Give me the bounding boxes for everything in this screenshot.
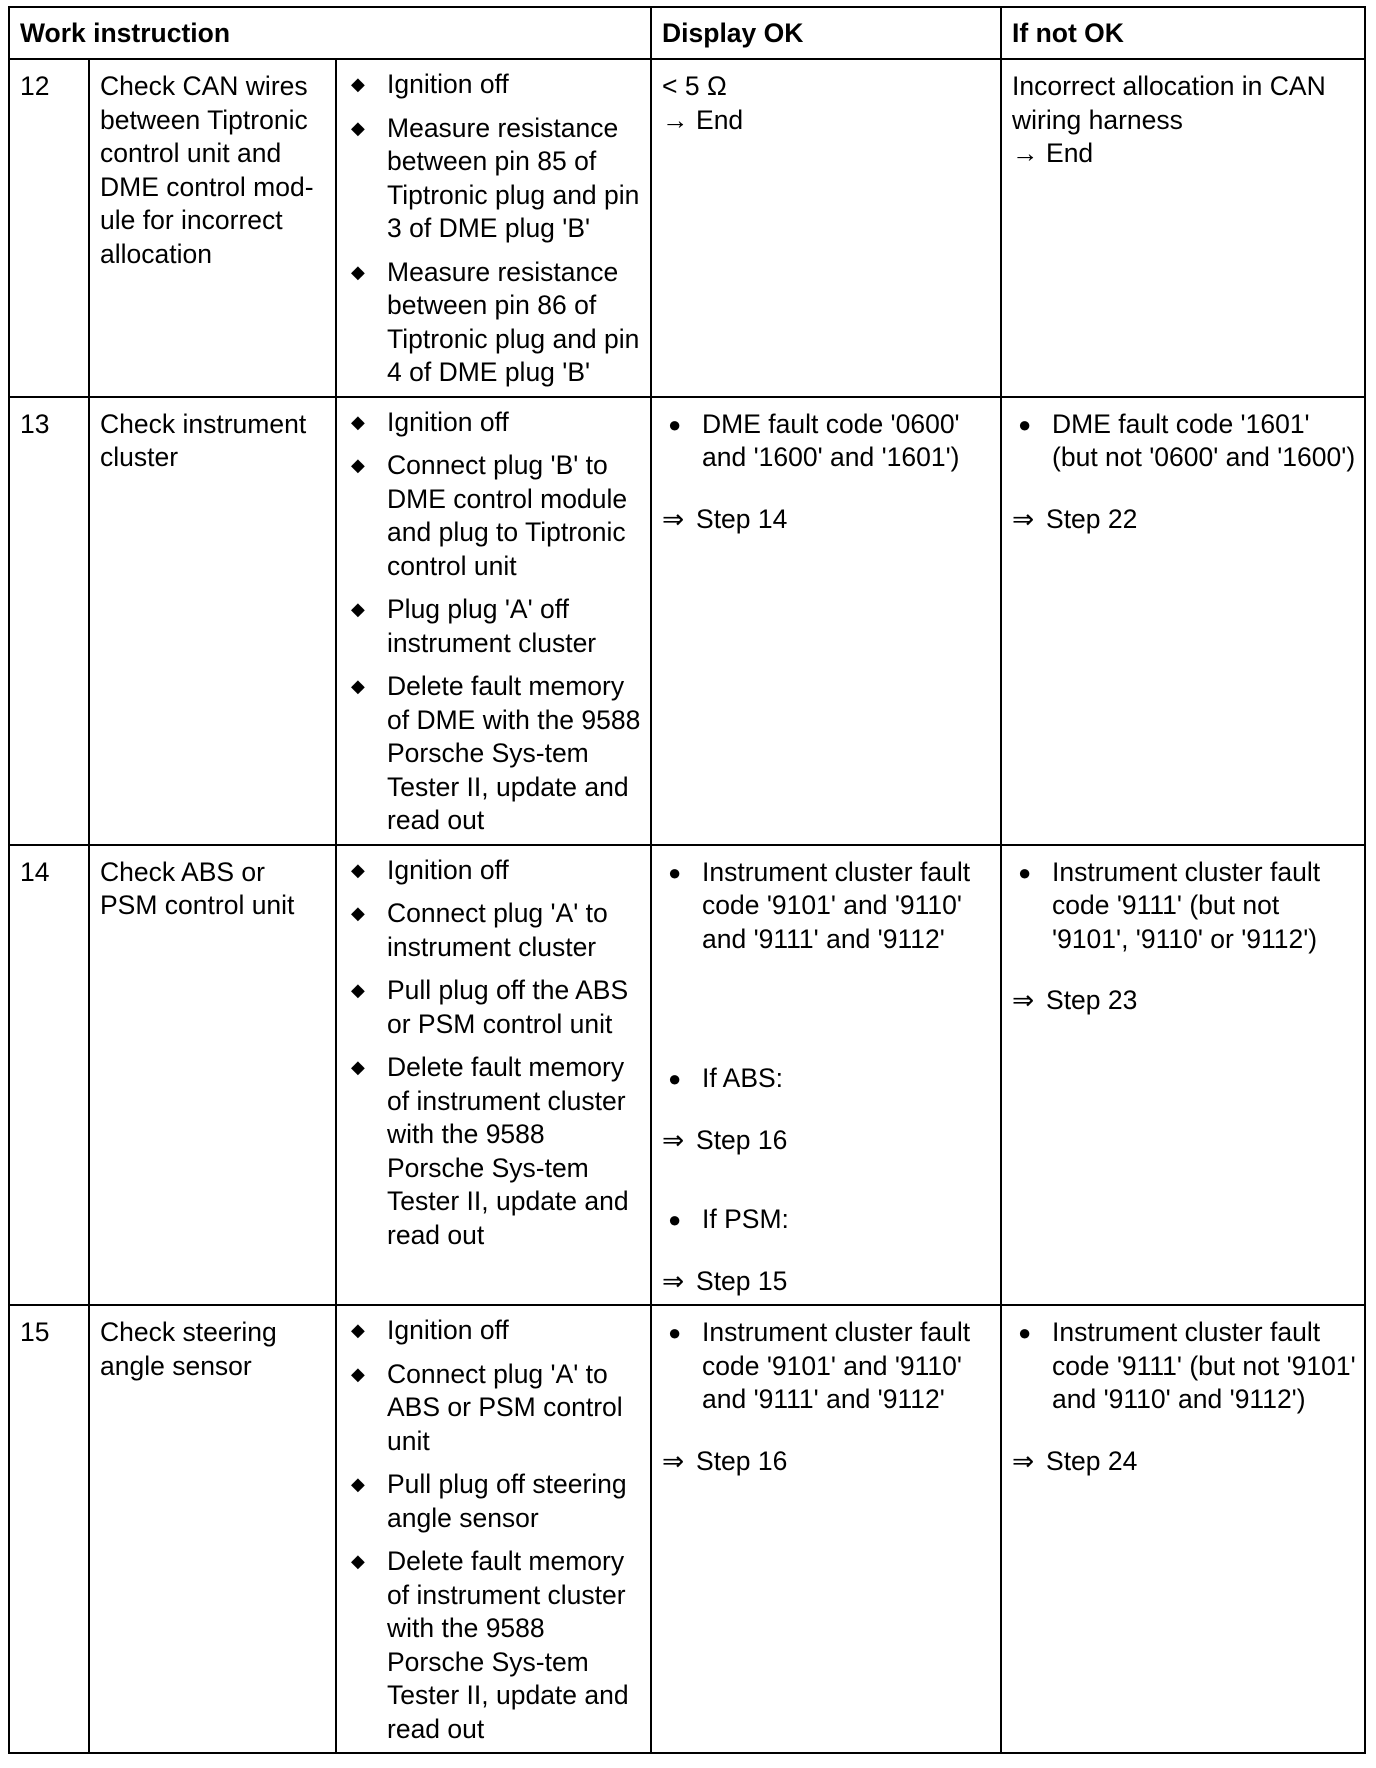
action-text: Plug plug 'A' off instrument cluster	[387, 594, 597, 658]
bullet-dot-icon: ●	[668, 1207, 682, 1232]
list-item	[662, 1062, 994, 1096]
header-display-ok: Display OK	[651, 7, 1001, 59]
action-text: Delete fault memory of instrument cluster with the 9588 Porsche Sys-tem Tester II, update and read out	[387, 1052, 629, 1250]
list-item	[345, 1051, 646, 1252]
result-target: Step 22	[1046, 503, 1138, 534]
table-row	[9, 59, 1365, 397]
not-ok-text: Incorrect allocation in CAN wiring harness	[1012, 71, 1326, 135]
double-right-arrow-icon: ⇒	[662, 503, 685, 534]
double-right-arrow-icon: ⇒	[662, 1265, 685, 1296]
list-item	[662, 408, 994, 475]
action-text: Delete fault memory of instrument cluster with the 9588 Porsche Sys-tem Tester II, update and read out	[387, 1546, 629, 1744]
step-actions	[336, 845, 651, 1306]
action-text: Connect plug 'A' to instrument cluster	[387, 898, 608, 962]
list-item	[345, 897, 646, 964]
step-actions	[336, 397, 651, 845]
list-item	[345, 1468, 646, 1535]
step-number: 15	[9, 1305, 89, 1753]
action-text: Ignition off	[387, 69, 509, 99]
diamond-icon: ◆	[351, 599, 365, 619]
list-item	[345, 670, 646, 838]
diamond-icon: ◆	[351, 1551, 365, 1571]
double-right-arrow-icon: ⇒	[1012, 985, 1035, 1015]
result-target: Step 15	[696, 1265, 788, 1296]
diamond-icon: ◆	[351, 980, 365, 1000]
display-ok-cell	[651, 1305, 1001, 1753]
list-item	[345, 1314, 646, 1348]
work-instruction-table	[8, 6, 1366, 1754]
diamond-icon: ◆	[351, 1320, 365, 1340]
result-target: End	[1046, 138, 1094, 168]
double-right-arrow-icon: ⇒	[1012, 1445, 1035, 1476]
list-item	[345, 449, 646, 583]
table-row	[9, 397, 1365, 845]
step-description: Check steering angle sensor	[89, 1305, 336, 1753]
header-if-not-ok: If not OK	[1001, 7, 1365, 59]
action-text: Measure resistance between pin 85 of Tiptronic plug and pin 3 of DME plug 'B'	[387, 112, 640, 243]
list-item	[662, 856, 994, 957]
diamond-icon: ◆	[351, 455, 365, 475]
step-description: Check CAN wires between Tiptronic control unit and DME control mod-ule for incorrect allocation	[89, 59, 336, 397]
result-target: Step 24	[1046, 1445, 1138, 1476]
condition-psm: If PSM:	[702, 1204, 789, 1234]
result-link	[1012, 503, 1358, 537]
table-row	[9, 1305, 1365, 1753]
list-item	[345, 1545, 646, 1746]
bullet-dot-icon: ●	[1018, 411, 1032, 437]
action-text: Connect plug 'B' to DME control module and plug to Tiptronic control unit	[387, 450, 628, 581]
list-item	[345, 112, 646, 246]
list-item	[662, 1316, 994, 1417]
bullet-dot-icon: ●	[668, 1320, 682, 1345]
list-item	[345, 974, 646, 1041]
list-item	[345, 593, 646, 660]
action-text: Ignition off	[387, 1315, 509, 1345]
result-link	[1012, 984, 1358, 1018]
result-link	[1012, 137, 1358, 171]
result-link	[662, 1124, 994, 1158]
header-work-instruction: Work instruction	[9, 7, 651, 59]
action-text: Measure resistance between pin 86 of Tiptronic plug and pin 4 of DME plug 'B'	[387, 256, 640, 387]
double-right-arrow-icon: ⇒	[662, 1124, 685, 1155]
result-target: Step 16	[696, 1445, 788, 1476]
result-condition: Instrument cluster fault code '9101' and '9110' and '9111' and '9112'	[702, 1317, 971, 1414]
display-ok-cell	[651, 845, 1001, 1306]
result-condition: DME fault code '1601' (but not '0600' and '1600')	[1052, 408, 1356, 472]
list-item	[345, 68, 646, 102]
bullet-dot-icon: ●	[1018, 1320, 1032, 1345]
result-target: Step 23	[1046, 985, 1138, 1015]
result-target: Step 14	[696, 503, 788, 534]
result-link	[662, 503, 994, 537]
not-ok-cell	[1001, 397, 1365, 845]
result-target: End	[696, 104, 744, 135]
result-condition: Instrument cluster fault code '9111' (but not '9101' and '9110' and '9112')	[1052, 1317, 1356, 1414]
action-text: Connect plug 'A' to ABS or PSM control unit	[387, 1358, 623, 1456]
result-link	[662, 1265, 994, 1299]
resistance-value: < 5 Ω	[662, 71, 727, 101]
not-ok-cell	[1001, 1305, 1365, 1753]
double-right-arrow-icon: ⇒	[662, 1445, 685, 1476]
list-item	[1012, 856, 1358, 957]
result-target: Step 16	[696, 1124, 788, 1155]
diamond-icon: ◆	[351, 1057, 365, 1077]
diamond-icon: ◆	[351, 1363, 365, 1384]
double-right-arrow-icon: ⇒	[1012, 503, 1035, 534]
display-ok-cell	[651, 59, 1001, 397]
list-item	[345, 1358, 646, 1459]
result-link	[662, 1445, 994, 1479]
result-link	[1012, 1445, 1358, 1479]
diamond-icon: ◆	[351, 1474, 365, 1494]
diamond-icon: ◆	[351, 676, 365, 696]
diamond-icon: ◆	[351, 261, 365, 282]
action-text: Pull plug off the ABS or PSM control unit	[387, 975, 629, 1039]
action-text: Ignition off	[387, 854, 509, 885]
bullet-dot-icon: ●	[668, 1066, 682, 1091]
action-text: Ignition off	[387, 406, 509, 437]
bullet-dot-icon: ●	[668, 411, 682, 437]
step-description: Check instrument cluster	[89, 397, 336, 845]
list-item	[345, 256, 646, 390]
step-number: 14	[9, 845, 89, 1306]
bullet-dot-icon: ●	[1018, 859, 1032, 885]
list-item	[345, 406, 646, 440]
list-item	[662, 1203, 994, 1237]
table-row	[9, 845, 1365, 1306]
result-condition: DME fault code '0600' and '1600' and '1601')	[702, 408, 960, 472]
diamond-icon: ◆	[351, 859, 365, 880]
result-condition: Instrument cluster fault code '9101' and '9110' and '9111' and '9112'	[702, 856, 971, 954]
step-description: Check ABS or PSM control unit	[89, 845, 336, 1306]
not-ok-cell	[1001, 845, 1365, 1306]
step-number: 13	[9, 397, 89, 845]
diamond-icon: ◆	[351, 903, 365, 923]
list-item	[345, 854, 646, 888]
list-item	[1012, 1316, 1358, 1417]
bullet-dot-icon: ●	[668, 859, 682, 885]
list-item	[1012, 408, 1358, 475]
diamond-icon: ◆	[351, 411, 365, 432]
condition-abs: If ABS:	[702, 1063, 784, 1093]
right-arrow-icon: →	[662, 104, 689, 135]
step-actions	[336, 59, 651, 397]
display-ok-cell	[651, 397, 1001, 845]
result-link	[662, 104, 994, 138]
right-arrow-icon: →	[1012, 138, 1039, 168]
not-ok-cell	[1001, 59, 1365, 397]
action-text: Delete fault memory of DME with the 9588 Porsche Sys-tem Tester II, update and read out	[387, 671, 641, 835]
diamond-icon: ◆	[351, 117, 365, 138]
result-condition: Instrument cluster fault code '9111' (but not '9101', '9110' or '9112')	[1052, 856, 1321, 954]
action-text: Pull plug off steering angle sensor	[387, 1469, 627, 1533]
step-actions	[336, 1305, 651, 1753]
diamond-icon: ◆	[351, 74, 365, 94]
table-header-row	[9, 7, 1365, 59]
step-number: 12	[9, 59, 89, 397]
